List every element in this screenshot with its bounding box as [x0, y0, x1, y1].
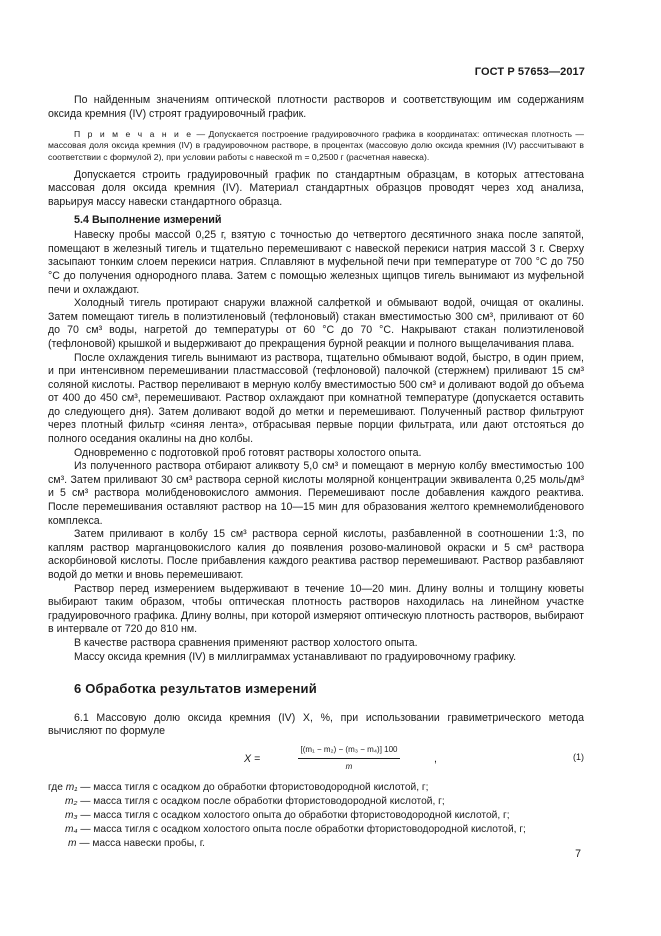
paragraph: Массу оксида кремния (IV) в миллиграммах устанавливают по градуировочному графику. [74, 650, 517, 663]
note [48, 129, 584, 163]
formula [48, 743, 584, 777]
formula-number: (1) [573, 751, 584, 762]
paragraph: Допускается строить градуировочный график по стандартным образцам, в которых аттестована массовая доля оксида кремния (IV). Материал стандартных образцов проводят через ход анализа, варьируя массу навески стандартного образца. [48, 168, 584, 208]
paragraph: Одновременно с подготовкой проб готовят растворы холостого опыта. [74, 446, 422, 459]
standard-header: ГОСТ Р 57653—2017 [474, 66, 585, 78]
definition-item [48, 837, 584, 851]
definition-text: — масса тигля с осадком холостого опыта после обработки фтористоводородной кислотой, г; [77, 823, 526, 835]
formula-fraction [264, 743, 434, 773]
paragraph: По найденным значениям оптической плотности растворов и соответствующим им содержаниям оксида кремния (IV) строят градуировочный график. [48, 94, 584, 120]
section-heading: 6 Обработка результатов измерений [74, 681, 317, 697]
definition-item [48, 795, 584, 809]
formula-lhs: X = [244, 752, 261, 765]
paragraph: Раствор перед измерением выдерживают в течение 10—20 мин. Длину волны и толщину кюветы выбирают таким образом, чтобы оптическая плотность растворов находилась на линейном участке градуировочного графика. Длину волны, при которой измеряют оптическую плотность растворов, выбирают в интервале от 720 до 810 нм. [48, 582, 584, 636]
definition-text: — масса тигля с осадком до обработки фтористоводородной кислотой, г; [77, 781, 429, 793]
definition-symbol: m₂ [65, 795, 78, 807]
subsection-heading: 5.4 Выполнение измерений [74, 213, 222, 226]
definition-item [48, 781, 584, 795]
definition-text: — масса навески пробы, г. [76, 837, 205, 849]
page-content [48, 94, 584, 851]
note-text: — Допускается построение градуировочного графика в координатах: оптическая плотность — массовая доля оксида кремния (IV) в градуировочном растворе, в процентах (массовую долю оксида кремния (IV) рассчитывают в соответствии с формулой 2), при условии работы с навеской m = 0,2500 г (расчетная навеска). [48, 129, 584, 162]
definition-item [48, 809, 584, 823]
definition-symbol: m₁ [65, 781, 78, 793]
paragraph: Холодный тигель протирают снаружи влажной салфеткой и обмывают водой, очищая от окалины. Затем помещают тигель в полиэтиленовый (тефлоновый) стакан вместимостью 300 см³, приливают от 60 до 70 см³ воды, нагретой до температуры от 60 °C до 70 °C. Накрывают стакан полиэтиленовой (тефлоновой) крышкой и выдерживают до прекращения бурной реакции и полного выщелачивания плава. [48, 297, 584, 350]
paragraph: Навеску пробы массой 0,25 г, взятую с точностью до четвертого десятичного знака после запятой, помещают в железный тигель и тщательно перемешивают с навеской перекиси натрия массой 3 г. Сверху засыпают тонким слоем перекиси натрия. Сплавляют в муфельной печи при температуре от 700 °C до 750 °C до получения однородного плава. Затем с помощью железных щипцов тигель вынимают из муфельной печи и охлаждают. [48, 229, 584, 296]
definition-symbol: m₃ [65, 809, 78, 821]
definition-text: — масса тигля с осадком холостого опыта до обработки фтористоводородной кислотой, г; [77, 809, 510, 821]
paragraph: В качестве раствора сравнения применяют раствор холостого опыта. [74, 636, 418, 649]
formula-numerator: [(m₁ − m₂) − (m₃ − m₄)] 100 [298, 743, 399, 759]
paragraph: После охлаждения тигель вынимают из раствора, тщательно обмывают водой, быстро, в один прием, и при интенсивном перемешивании пластмассовой (тефлоновой) палочкой (стержнем) приливают 15 см³ соляной кислоты. Раствор переливают в мерную колбу вместимостью 500 см³ и доливают водой до объема от 400 до 450 см³, перемешивают. Раствор охлаждают при комнатной температуре (допускается оставить до следующего дня). Затем доливают водой до метки и перемешивают. Полученный раствор фильтруют через плотный фильтр «синяя лента», отбрасывая первые порции фильтрата, или дают отстояться до полного оседания окалины на дно колбы. [48, 351, 584, 446]
paragraph: Из полученного раствора отбирают аликвоту 5,0 см³ и помещают в мерную колбу вместимостью 100 см³. Затем приливают 30 см³ раствора серной кислоты молярной концентрации эквивалента 0,25 моль/дм³ и 5 см³ раствора молибденовокислого аммония. Перемешивают после добавления каждого реактива. После перемешивания оставляют раствор на 10—15 мин для образования желтого кремнемолибденового комплекса. [48, 460, 584, 527]
note-label: П р и м е ч а н и е [74, 129, 194, 140]
formula-suffix: , [434, 752, 437, 765]
definition-prefix: где [48, 781, 66, 793]
page-number: 7 [575, 848, 581, 860]
definition-item [48, 823, 584, 837]
paragraph: 6.1 Массовую долю оксида кремния (IV) X, %, при использовании гравиметрического метода вычисляют по формуле [48, 711, 584, 738]
formula-denominator: m [345, 761, 353, 771]
paragraph: Затем приливают в колбу 15 см³ раствора серной кислоты, разбавленной в соотношении 1:3, по каплям раствор марганцовокислого калия до появления розово-малиновой окраски и 5 см³ раствора аскорбиновой кислоты. После прибавления каждого реактива раствор перемешивают. Раствор разбавляют водой до метки и вновь перемешивают. [48, 528, 584, 582]
definition-symbol: m₄ [65, 823, 78, 835]
definitions-list [48, 781, 584, 851]
definition-symbol: m [68, 837, 77, 849]
definition-text: — масса тигля с осадком после обработки фтористоводородной кислотой, г; [77, 795, 445, 807]
